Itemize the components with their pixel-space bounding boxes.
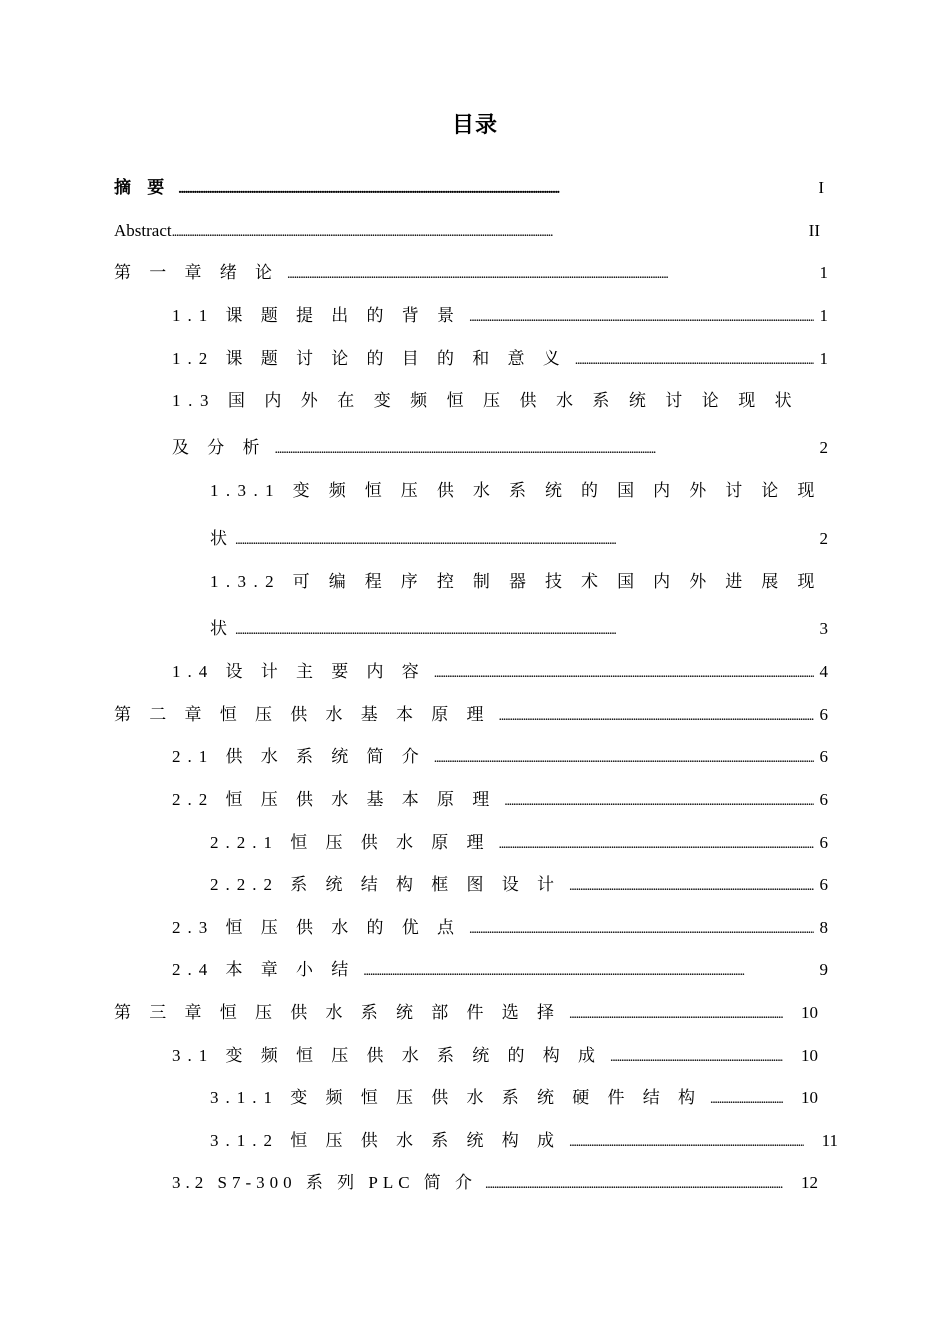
toc-leader-dots <box>469 918 814 942</box>
toc-entry[interactable] <box>172 1044 818 1070</box>
toc-entry[interactable] <box>172 660 828 686</box>
toc-entry-page: 6 <box>819 833 828 852</box>
toc-leader-dots <box>569 1003 783 1027</box>
toc-entry-label: 摘 要 <box>114 178 171 197</box>
toc-entry-page: 10 <box>801 1088 818 1107</box>
toc-entry-label: 及 分 析 <box>172 438 267 457</box>
toc-leader-dots <box>504 790 813 814</box>
toc-entry-label: 3.1 变 频 恒 压 供 水 系 统 的 构 成 <box>172 1046 602 1065</box>
toc-entry-page: 4 <box>819 662 828 681</box>
toc-entry-page: 6 <box>819 790 828 809</box>
toc-entry-label: 1.3.1 变 频 恒 压 供 水 系 统 的 国 内 外 讨 论 现 <box>210 481 822 500</box>
toc-entry[interactable] <box>210 873 828 899</box>
toc-leader-dots <box>275 438 814 462</box>
toc-entry-label: 2.2 恒 压 供 水 基 本 原 理 <box>172 790 497 809</box>
toc-leader-dots <box>610 1046 783 1070</box>
toc-entry-label: 2.3 恒 压 供 水 的 优 点 <box>172 918 461 937</box>
toc-entry[interactable] <box>210 1086 818 1112</box>
toc-entry-label: 1.3.2 可 编 程 序 控 制 器 技 术 国 内 外 进 展 现 <box>210 572 822 591</box>
toc-entry[interactable] <box>172 788 828 814</box>
toc-entry[interactable] <box>210 527 828 553</box>
toc-leader-dots <box>469 306 814 330</box>
toc-leader-dots <box>569 875 814 899</box>
toc-entry[interactable] <box>172 389 832 413</box>
toc-entry-label: 1.3 国 内 外 在 变 频 恒 压 供 水 系 统 讨 论 现 状 <box>172 391 800 410</box>
toc-leader-dots <box>172 221 809 245</box>
toc-entry-page: 10 <box>801 1046 818 1065</box>
toc-entry-label: 2.4 本 章 小 结 <box>172 960 356 979</box>
toc-entry-page: 12 <box>801 1173 818 1192</box>
toc-entry-page: 8 <box>819 918 828 937</box>
toc-entry-label: 第 二 章 恒 压 供 水 基 本 原 理 <box>114 705 491 724</box>
toc-entry[interactable] <box>114 1001 818 1027</box>
toc-entry-label: Abstract <box>114 221 172 240</box>
toc-entry-page: 1 <box>819 349 828 368</box>
toc-leader-dots <box>499 833 814 857</box>
toc-entry-label: 状 <box>210 619 227 638</box>
toc-entry[interactable] <box>210 1129 838 1155</box>
toc-entry-label: 3.2 S7-300 系 列 PLC 简 介 <box>172 1173 478 1192</box>
toc-leader-dots <box>485 1173 783 1197</box>
toc-entry[interactable] <box>172 745 828 771</box>
toc-entry-page: 1 <box>819 306 828 325</box>
toc-leader-dots <box>235 529 814 553</box>
toc-entry[interactable] <box>172 304 828 330</box>
toc-leader-dots <box>499 705 814 729</box>
toc-entry[interactable] <box>172 1171 818 1197</box>
toc-entry[interactable] <box>114 176 824 202</box>
toc-leader-dots <box>434 747 814 771</box>
toc-entry-page: 3 <box>819 619 828 638</box>
toc-entry[interactable] <box>172 916 828 942</box>
toc-entry-label: 2.2.2 系 统 结 构 框 图 设 计 <box>210 875 561 894</box>
toc-leader-dots <box>710 1088 783 1112</box>
toc-entry-label: 3.1.1 变 频 恒 压 供 水 系 统 硬 件 结 构 <box>210 1088 702 1107</box>
toc-entry[interactable] <box>114 219 820 245</box>
toc-entry-page: I <box>818 178 824 197</box>
toc-entry-page: 1 <box>819 263 828 282</box>
toc-entry[interactable] <box>114 703 828 729</box>
toc-entry-page: 9 <box>819 960 828 979</box>
toc-entry-page: II <box>808 221 820 240</box>
toc-entry-page: 2 <box>819 438 828 457</box>
page-title: 目录 <box>451 113 498 138</box>
toc-entry[interactable] <box>210 570 830 594</box>
toc-entry-label: 2.1 供 水 系 统 简 介 <box>172 747 426 766</box>
toc-entry[interactable] <box>172 436 828 462</box>
toc-entry[interactable] <box>210 479 830 503</box>
toc-leader-dots <box>287 263 814 287</box>
toc-entry-label: 1.4 设 计 主 要 内 容 <box>172 662 426 681</box>
toc-leader-dots <box>569 1131 804 1155</box>
toc-leader-dots <box>363 960 813 984</box>
toc-entry-page: 6 <box>819 747 828 766</box>
toc-entry-page: 2 <box>819 529 828 548</box>
toc-entry[interactable] <box>172 958 828 984</box>
toc-leader-dots <box>434 662 814 686</box>
toc-leader-dots <box>235 619 814 643</box>
toc-entry-label: 2.2.1 恒 压 供 水 原 理 <box>210 833 491 852</box>
toc-entry-label: 第 一 章 绪 论 <box>114 263 279 282</box>
toc-entry-label: 第 三 章 恒 压 供 水 系 统 部 件 选 择 <box>114 1003 561 1022</box>
toc-entry-page: 10 <box>801 1003 818 1022</box>
toc-entry-page: 6 <box>819 875 828 894</box>
toc-entry-label: 状 <box>210 529 227 548</box>
toc-entry-page: 6 <box>819 705 828 724</box>
toc-entry[interactable] <box>114 261 828 287</box>
toc-leader-dots <box>575 349 814 373</box>
toc-entry-label: 3.1.2 恒 压 供 水 系 统 构 成 <box>210 1131 561 1150</box>
toc-entry[interactable] <box>210 617 828 643</box>
toc-entry[interactable] <box>172 347 828 373</box>
toc-entry-label: 1.1 课 题 提 出 的 背 景 <box>172 306 461 325</box>
toc-leader-dots <box>178 178 812 202</box>
toc-entry-page: 11 <box>821 1131 838 1150</box>
toc-entry-label: 1.2 课 题 讨 论 的 目 的 和 意 义 <box>172 349 567 368</box>
toc-entry[interactable] <box>210 831 828 857</box>
